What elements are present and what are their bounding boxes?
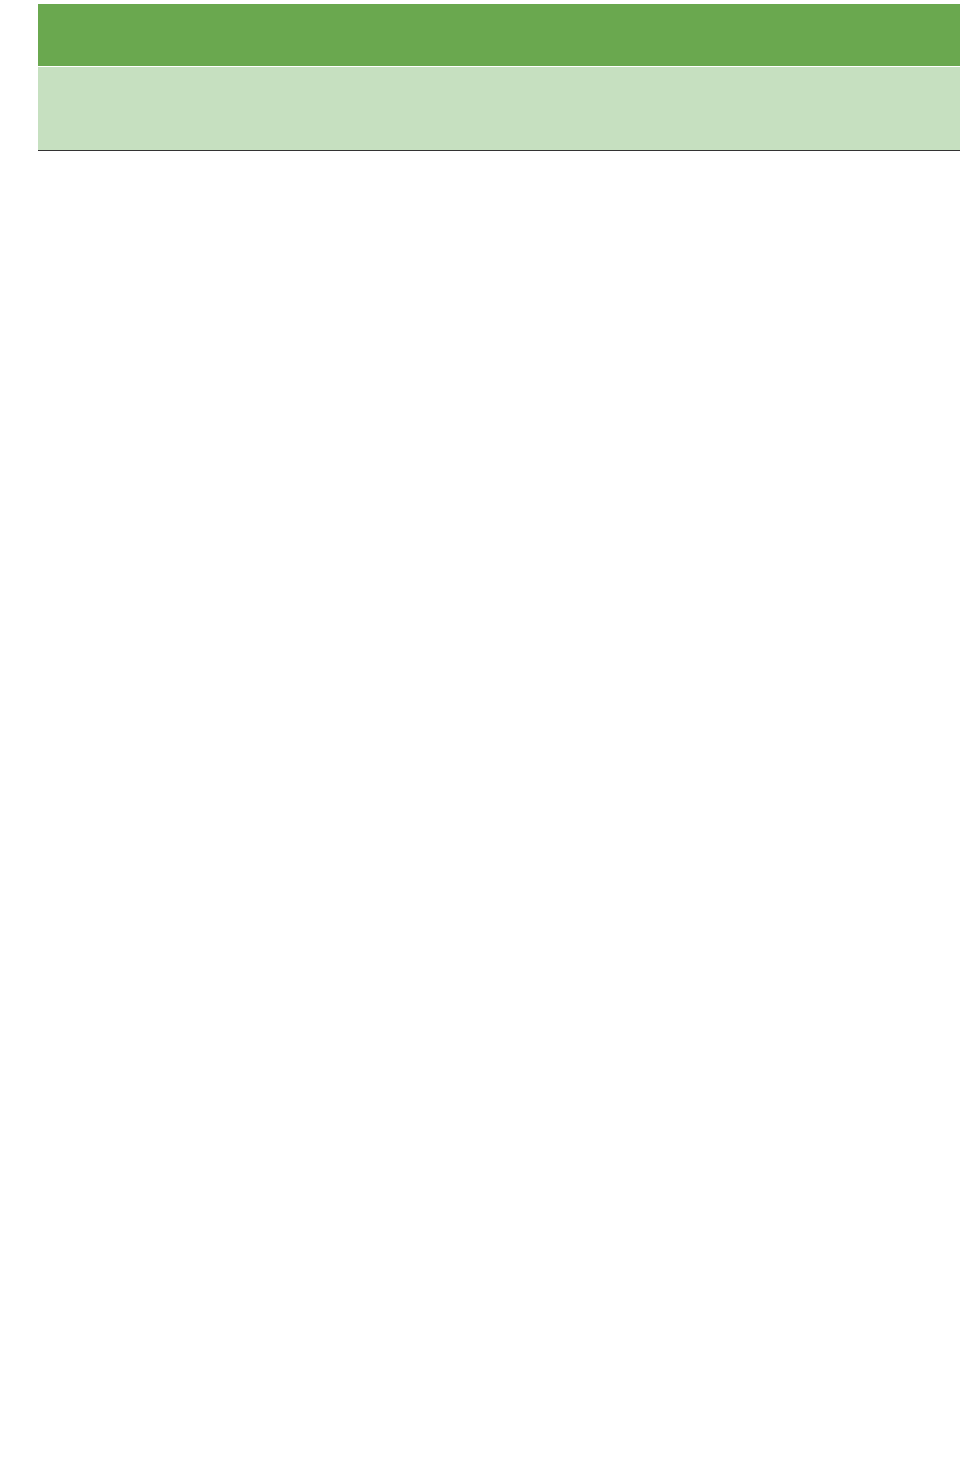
table-title-bar (38, 4, 960, 66)
table-header (38, 67, 960, 151)
